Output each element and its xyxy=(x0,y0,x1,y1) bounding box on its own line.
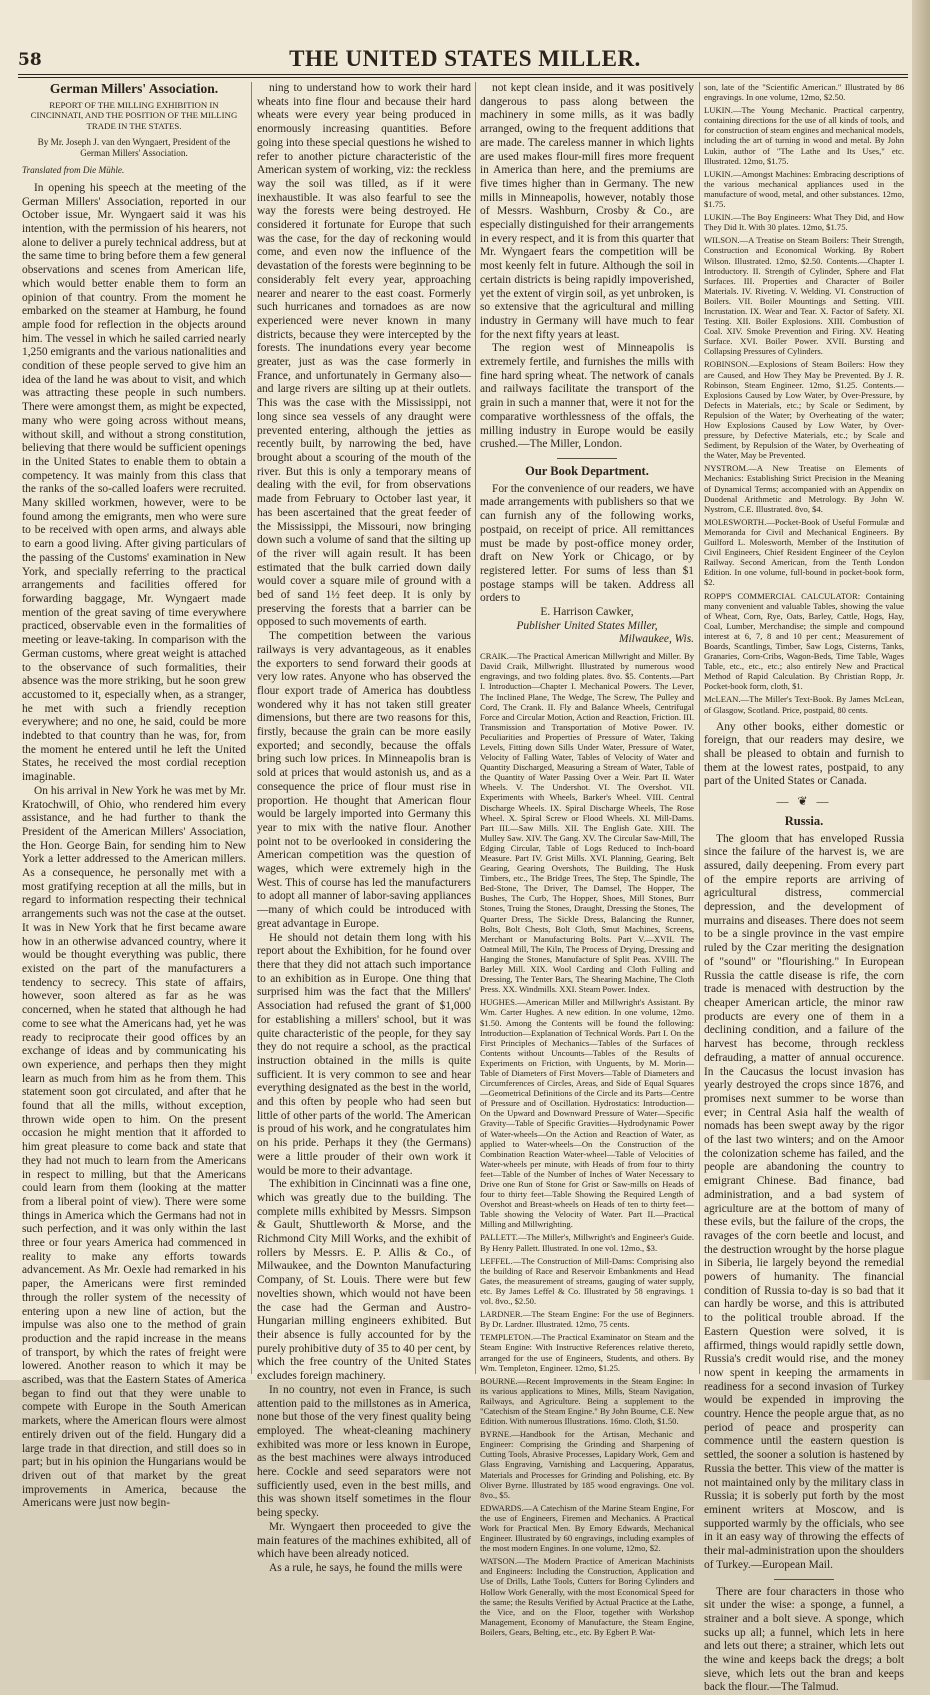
column-4 xyxy=(704,82,904,1694)
article-paragraph: In no country, not even in France, is such attention paid to the millstones as in America, none but those of the very finest quality being employed. The wheat-cleaning machinery exhibited was more or less known in Europe, as the best machines were always introduced here. Cockle and seed separators were not sufficiently used, even in the best mills, and this was shown itself sometimes in the flour being specky. xyxy=(257,1383,471,1520)
book-listing: WILSON.—A Treatise on Steam Boilers: Their Strength, Construction and Economical Working. By Robert Wilson. Illustrated. 12mo, $2.50. Contents.—Chapter I. Introductory. II. Strength of Cylinder, Sphere and Flat Surfaces. III. Properties and Character of Boiler Materials. IV. Riveting. V. Welding. VI. Construction of Boilers. VII. Boiler Mountings and Setting. VIII. Incrustation. IX. Wear and Tear. X. Factor of Safety. XI. Testing. XII. Boiler Explosions. XIII. Combustion of Coal. XIV. Smoke Prevention and Firing. XV. Heating Surface. XVI. Boiler Power. XVII. Bursting and Collapsing Pressures of Cylinders. xyxy=(704,235,904,357)
masthead: THE UNITED STATES MILLER. xyxy=(289,46,641,71)
book-listing: BOURNE.—Recent Improvements in the Steam Engine: In its various applications to Mines, Mills, Steam Navigation, Railways, and Agriculture. Being a supplement to the "Catechism of the Steam Engine." By John Bourne, C.E. New Edition. With numerous Illustrations. 16mo. Cloth, $1.50. xyxy=(480,1375,694,1427)
column-1 xyxy=(22,81,246,1510)
publisher-title: Publisher United States Miller, xyxy=(516,619,658,632)
column-2 xyxy=(257,82,471,1574)
book-department-heading: Our Book Department. xyxy=(525,463,649,478)
article-paragraph: On his arrival in New York he was met by Mr. Kratochwill, of Ohio, who rendered him every assistance, and he had further to thank the President of the American Millers' Association, the Hon. George Bain, for sending him to New York a letter addressed to the American millers. As a consequence, he personally met with a most gratifying reception at all the mills, but in regard to information respecting their technical arrangements such was not the case at the outset. It was in New York that he first became aware how in an otherwise advanced country, where it would be thought everything was public, there existed on the part of the manufacturers a tendency to secrecy. This state of affairs, however, soon altered as far as he was concerned, when he stated that although he had come to see what the Americans had, yet he was ready to reciprocate their good offices by an exchange of ideas and by communicating his own experience, and perhaps then they might learn as much from him as he from them. This statement soon got circulated, and after that he found that all the mills, without exception, thrown wide open to him. On the present occasion he might mention that it afforded to him great pleasure to come back and state that they had not much to learn from the Americans in respect to milling, but that the Americans could learn from them (looking at the matter from a liberal point of view). There were some things in America which the Germans had not in such perfection, and it was only within the last three or four years America had commenced in reality to make any efforts towards advancement. As Mr. Oexle had remarked in his paper, the Americans were first reminded through the roller system of the necessity of entering upon a new line of action, but the impulse was also one to the method of grain production and the rapid increase in the means of transport, by which the rates of freight were lowered. Another reason to which it may be ascribed, was that the Eastern States of America began to find out that they were unable to compete with Europe in the South American markets, where the American flours were almost entirely driven out of the field. Hungary did a large trade in that direction, and still does so in part; but in his opinion the Hungarians would be driven out of that market by the great improvements in America, because the Americans were just now begin- xyxy=(22,784,246,1510)
book-listing: PALLETT.—The Miller's, Millwright's and Engineer's Guide. By Henry Pallett. Illustrated. In one vol. 12mo., $3. xyxy=(480,1232,694,1253)
publisher-city: Milwaukee, Wis. xyxy=(619,633,694,646)
article-headline: German Millers' Association. xyxy=(49,81,219,96)
book-listing: NYSTROM.—A New Treatise on Elements of Mechanics: Establishing Strict Precision in the Meaning of Dynamical Terms; accompanied with an Appendix on Duodenal Arithmetic and Metrology. By John W. Nystrom, C.E. Illustrated. 8vo, $4. xyxy=(704,463,904,514)
book-listing: TEMPLETON.—The Practical Examinator on Steam and the Steam Engine: With Instructive References relative thereto, arranged for the use of Engineers, Students, and others. By Wm. Templeton, Engineer. 12mo, $1.25. xyxy=(480,1332,694,1373)
book-listing: LUKIN.—Amongst Machines: Embracing descriptions of the various mechanical appliances used in the manufacture of wood, metal, and other substances. 12mo, $1.75. xyxy=(704,168,904,210)
book-department-intro: For the convenience of our readers, we have made arrangements with publishers so that we can furnish any of the following works, postpaid, on receipt of price. All remittances must be made by post-office money order, draft on New York or Chicago, or by registered letter. For sums of less than $1 postage stamps will be taken. Address all orders to xyxy=(480,482,694,605)
book-listing: LEFFEL.—The Construction of Mill-Dams: Comprising also the building of Race and Reservoir Embankments and Head Gates, the measurement of streams, gauging of water supply, etc. By James Leffel & Co. Illustrated by 58 engravings. 1 vol. 8vo., $2.50. xyxy=(480,1255,694,1307)
russia-article: The gloom that has enveloped Russia since the failure of the harvest is, we are assured, daily deepening. From every part of the empire reports are arriving of agricultural distress, commercial depression, and the development of murrains and diseases. There does not seem to be a single province in the vast empire ruled by the Czar meriting the designation of "sound" or "flourishing." In European Russia the cattle disease is rife, the corn trade is menaced with destruction by the cheaper American article, the minor raw products are every one of them in a declining condition, and a failure of the harvest has become, through reckless defrauding, a matter of annual occurence. In the Caucasus the locust invasion has yearly destroyed the crops since 1876, and promises next summer to be worse than ever; in Central Asia half the wealth of nomads has been swept away by the rigor of the last two winters; and on the Amoor the colonization scheme has failed, and the people are abandoning the country to emigrant Chinese. Bad finance, bad administration, and a bad system of agriculture are at the bottom of many of these evils, but the failure of the crops, the ravages of the corn beetle and locust, and the destruction wrought by the horse plague in Siberia, lie largely beyond the remedial powers of humanity. The financial condition of Russia to-day is so bad that it can hardly be worse, and this is attributed to the political trouble abroad. If the Eastern Question were solved, it is affirmed, things would rapidly settle down, Russia's credit would rise, and the money now spent in keeping the armaments in readiness for a second invasion of Turkey would be expended in improving the country. Hence the people argue that, as no period of peace and prosperity can commence until the eastern question is settled, the sooner a solution is hastened by Russia the better. This view of the matter is not maintained only by the military class in Russia; it is soberly put forth by the most eminent writers at Moscow, and is supported warmly by the officials, who see in it an easy way of throwing the effects of their mal-administration upon the shoulders of Turkey.—European Mail. xyxy=(704,832,904,1571)
article-paragraph: He should not detain them long with his report about the Exhibition, for he found over there that they did not attach such importance to an exhibition as in Europe. One thing that surprised him was the fact that the Millers' Association had refused the grant of $1,000 for establishing a millers' school, but it was quite characteristic of the people, for they say they do not require a school, as the practical instruction obtained in the mills is quite sufficient. It is very common to see and hear everything designated as the best in the world, and this often by people who had seen but little of other parts of the world. The American is proud of his work, and he congratulates him on his pride. Perhaps it they (the Germans) were a little prouder of their own work it would be more to their advantage. xyxy=(257,931,471,1177)
other-books-note: Any other books, either domestic or foreign, that our readers may desire, we shall be pleased to obtain and furnish to them at the lowest rates, postpaid, to any part of the United States or Canada. xyxy=(704,720,904,788)
page-binding-edge xyxy=(912,0,930,1380)
book-listing: LARDNER.—The Steam Engine: For the use of Beginners. By Dr. Lardner. Illustrated. 12mo, 75 cents. xyxy=(480,1309,694,1330)
book-listing: ROBINSON.—Explosions of Steam Boilers: How they are Caused, and How They May be Prevented. By J. R. Robinson, Steam Engineer. 12mo, $1.25. Contents.—Explosions Caused by Low Water, by Over-Pressure, by Defects in Materials, etc.; by Scale or Sediment, by Repulsion of the Water; by Overheating of the water; How Explosions Caused by Low Water, by Over-pressure, by Defective Materials, etc.; by Scale and Sediment, by Repulsion of the Water, by Overheating of the Water, May be Prevented. xyxy=(704,359,904,461)
article-byline: By Mr. Joseph J. van den Wyngaert, President of the German Millers' Association. xyxy=(37,137,231,159)
publisher-name: E. Harrison Cawker, xyxy=(540,606,634,619)
section-divider xyxy=(557,458,617,459)
article-paragraph: The exhibition in Cincinnati was a fine one, which was greatly due to the building. The complete mills exhibited by Messrs. Simpson & Gault, Shuttleworth & Morse, and the Richmond City Mill Works, and the exhibit of rollers by Messrs. E. P. Allis & Co., of Milwaukee, and the Downton Manufacturing Company, of St. Louis. There were but few novelties shown, which would not have been the case had the German and Austro-Hungarian milling engineers exhibited. But their absence is fully accounted for by the purely prohibitive duty of 35 to 40 per cent, by which the free country of the United States excludes foreign machinery. xyxy=(257,1178,471,1383)
ornamental-divider: — ❦ — xyxy=(776,794,832,809)
book-listing: CRAIK.—The Practical American Millwright and Miller. By David Craik, Millwright. Illustrated by numerous wood engravings, and two folding plates. 8vo. $5. Contents.—Part I. Introduction—Chapter I. Mechanical Powers. The Lever, The Inclined Plane, The Wedge, The Screw, The Pulley and Cord, The Crank. II. Fly and Balance Wheels, Centrifugal Force and Circular Motion, Action and Reaction, Friction. III. Transmission and Transportation of Motive Power. IV. Peculiarities and Properties of Pressure of Water, Taking Levels, Fitting down Sills Under Water, Pressure of Water, Velocity of Falling Water, Tables of Velocity of Water and Quantity Discharged, Measuring a Stream of Water, Table of the Quantity of Water Passing Over a Weir. Part II. Water Wheels. V. The Undershot. VI. The Overshot. VII. Experiments with Wheels, Barker's Wheel. VIII. Central Discharge Wheels. IX. Spiral Discharge Wheels, The Rose Wheel. X. Spiral Screw or Flood Wheels. XI. Mill-Dams. Part III.—Saw Mills. XII. The English Gate. XIII. The Mulley Saw. XIV. The Gang. XV. The Circular Saw-Mill, The Edging Circular, Table of Logs Reduced to Inch-board Measure. Part IV. Grist Mills. XVI. Planning, Gearing, Belt Gearing, Gearing Overshots, The Building, The Husk Timbers, etc., The Bridge Trees, The Step, The Spindle, The Bed-Stone, The Driver, The Damsel, The Hopper, The Bushes, The Curb, The Hopper, Shoes, Mill Stones, Burr Stones, Truing the Stones, Draught, Dressing the Stones, The Quarter Dress, The Sickle Dress, Balancing the Runner, Bolts, Bolt Chests, Bolt Cloth, Smut Machines, Screens, Merchant or Manufacturing Bolts. Part V.—XVII. The Oatmeal Mill, The Kiln, The Process of Drying, Dressing and Hanging the Stones, Manufacture of Split Peas. XVIII. The Barley Mill. XIX. Wool Carding and Cloth Fulling and Dressing, The Tenter Bars, The Shearing Machine, The Cloth Press. XX. Windmills. XXI. Steam Power. Index. xyxy=(480,651,694,995)
book-listing: WATSON.—The Modern Practice of American Machinists and Engineers: Including the Construction, Application and Use of Drills, Lathe Tools, Cutters for Boring Cylinders and Hollow Work Generally, with the most Economical Speed for the same; the Results Verified by Actual Practice at the Lathe, the Vice, and on the Floor, together with Workshop Management, Economy of Manufacture, the Steam Engine, Boilers, Gears, Belting, etc., etc. By Egbert P. Wat- xyxy=(480,1556,694,1637)
article-paragraph: As a rule, he says, he found the mills were xyxy=(269,1561,463,1574)
column-separator xyxy=(475,82,476,1374)
book-listing: son, late of the "Scientific American." Illustrated by 86 engravings. In one volume, 12mo, $2.50. xyxy=(704,82,904,103)
book-listing: EDWARDS.—A Catechism of the Marine Steam Engine, For the use of Engineers, Firemen and Mechanics. A Practical Work for Practical Men. By Emory Edwards, Mechanical Engineer. Illustrated by 60 engravings, including examples of the most modern Engines. In one volume, 12mo, $2. xyxy=(480,1502,694,1554)
article-paragraph: In opening his speech at the meeting of the German Millers' Association, reported in our October issue, Mr. Wyngaert said it was his intention, with the permission of his hearers, not alone to deliver a purely technical address, but at the same time to bring before them a few general observations and scenes from American life, which would better enable them to form an opinion of that country. From the moment he embarked on the steamer at Hamburg, he found ample food for reflection in the objects around him. The vessel in which he sailed carried nearly 1,250 emigrants and the various nationalities and condition of these people served to give him an idea of the land he was about to visit, and which was attracting these people in such numbers. There were amongst them, as might be expected, many who were going across without means, without skill, and without a strong constitution, believing that there would be sufficient openings in the United States to enable them to obtain a competency. It was mainly from this class that the ranks of the so-called loafers were recruited. Many skilled workmen, however, were to be found among the emigrants, men who were sure to be received with open arms, and always able to earn a good living. After giving particulars of the passing of the Customs' examination in New York, and specially referring to the practical arrangements and facilities offered for forwarding baggage, Mr. Wyngaert made mention of the great saving of time everywhere practiced, observable even in the formalities of meeting or leave-taking. In comparison with the German customs, where great weight is attached to the observance of such formalities, their absence was the more striking, but he soon grew accustomed to it, especially when, as a stranger, he met with such a friendly reception everywhere; and no one, he said, could be more indebted to that country than he was, for, from the moment he entered until he left the United States, he received the most cordial reception imaginable. xyxy=(22,181,246,784)
article-paragraph: The competition between the various railways is very advantageous, as it enables the exporters to send forward their goods at very low rates. Anyone who has observed the flour export trade of America has doubtless wondered why it has not taken still greater dimensions, but there are two reasons for this, firstly, because the grain can be more easily exported; and secondly, because the offals bring such low prices. In Minneapolis bran is sold at prices that would astonish us, and as a consequence the price of flour must rise in proportion. He thought that American flour would be largely imported into Germany this year to mix with the native flour. Another point not to be overlooked in considering the American competition was the question of wages, which were extremely high in the West. This of course has led the manufacturers to adopt all manner of labor-saving appliances—many of which could be introduced with great advantage in Europe. xyxy=(257,630,471,930)
book-listing: LUKIN.—The Boy Engineers: What They Did, and How They Did It. With 30 plates. 12mo, $1.75. xyxy=(704,212,904,233)
masthead-rule xyxy=(18,74,908,75)
translation-note: Translated from Die Mühle. xyxy=(22,165,125,176)
column-separator xyxy=(251,82,252,1374)
talmud-quote: There are four characters in those who sit under the wise: a sponge, a funnel, a strainer and a bolt sieve. A sponge, which sucks up all; a funnel, which lets in here and lets out there; a strainer, which lets out the wine and keeps back the dregs; a bolt sieve, which lets out the bran and keeps back the flour.—The Talmud. xyxy=(704,1585,904,1694)
book-listing: McLEAN.—The Miller's Text-Book. By James McLean, of Glasgow, Scotland. Price, postpaid, 80 cents. xyxy=(704,694,904,715)
book-listing: ROPP'S COMMERCIAL CALCULATOR: Containing many convenient and valuable Tables, showing the value of Wheat, Corn, Rye, Oats, Barley, Cattle, Hogs, Hay, Coal, Lumber, Merchandise; the simple and compound interest at 6, 7, 8 and 10 per cent.; Measurement of Boards, Scantlings, Timber, Saw Logs, Cisterns, Tanks, Granaries, Corn-Cribs, Wagon-Beds, Time Table, Wages Table, etc., etc., etc.; also entirely New and Practical Method of Rapid Calculation. By Christian Ropp, Jr. Pocket-book form, cloth, $1. xyxy=(704,590,904,692)
page-number: 58 xyxy=(18,50,42,70)
book-listing: LUKIN.—The Young Mechanic. Practical carpentry, containing directions for the use of all kinds of tools, and for construction of steam engines and mechanical models, including the art of turning in wood and metal. By John Lukin, author of "The Lathe and Its Uses," etc. Illustrated. 12mo, $1.75. xyxy=(704,105,904,166)
book-listing: BYRNE.—Handbook for the Artisan, Mechanic and Engineer: Comprising the Grinding and Sharpening of Cutting Tools, Abrasive Processes, Lapidary Work, Gem and Glass Engraving, Varnishing and Lacquering, Apparatus, Materials and Processes for Grinding and Polishing, etc. By Oliver Byrne. Illustrated by 185 wood engravings. One vol. 8vo., $5. xyxy=(480,1429,694,1500)
article-paragraph: The region west of Minneapolis is extremely fertile, and furnishes the mills with fine hard spring wheat. The network of canals and railways facilitate the transport of the grain in such a manner that, were it not for the comparative worthlessness of the offals, the milling industry in Europe would be easily crushed.—The Miller, London. xyxy=(480,342,694,451)
column-3 xyxy=(480,82,694,1637)
article-paragraph: Mr. Wyngaert then proceeded to give the main features of the machines exhibited, all of which have been already noticed. xyxy=(257,1520,471,1561)
article-paragraph: ning to understand how to work their hard wheats into fine flour and because their hard wheats were every year being produced in enormously increasing quantities. Before going into these special questions he wished to refer to another picture characteristic of the American system of working, viz: the reckless way the soil was tilled, as if it were inexhaustible. It was also fearful to see the way the forests were being destroyed. He considered it fortunate for Europe that such was the case, for the day of reckoning would come, and even now the influence of the devastation of the forests were beginning to be considerably felt every year, approaching nearer and nearer to the east coast. Formerly such hurricanes and tornadoes as are now experienced were never known in many districts, because they were intercepted by the forests. The inundations every year become greater, just as was the case formerly in France, and unfortunately in Germany also—and large rivers are silting up at their outlets. This was the case with the Mississippi, not long since sea vessels of any draught were prevented entering, although the jetties as recently built, by narrowing the bed, have brought about a scouring of the mouth of the river. But this is only a temporary means of dealing with the evil, for from observations made from February to October last year, it has been ascertained that the great feeder of the Mississippi, the Missouri, now bringing down such a volume of sand that the silting up of the river will again result. It has been estimated that the bulk carried down daily would cover a square mile of ground with a bed of sand 1½ feet deep. It is only by preserving the forests that a barrier can be opposed to such movements of earth. xyxy=(257,82,471,629)
book-listing: HUGHES.—American Miller and Millwright's Assistant. By Wm. Carter Hughes. A new edition. In one volume, 12mo. $1.50. Among the Contents will be found the following: Introduction—Explanation of Technical Words. Part I. On the First Principles of Mechanics—Tables of the Surfaces of Contents without Uncounts—Tables of the Results of Experiments on Friction, with Unguents, by M. Morin—Table of Diameters of First Movers—Table of Diameters and Circumferences of Circles, Areas, and Side of Equal Squares—Geometrical Definitions of the Circle and its Parts—Centre of Pressure and of Oscillation. Hydrostatics: Introduction—On the Upward and Downward Pressure of Water—Specific Gravity—Table of Specific Gravities—Hydrodynamic Power of Water-wheels—On the Action and Reaction of Water, as applied to Water-wheels—On the Construction of the Combination Reaction Water-wheel—Table of Velocities of Water-wheels per minute, with Heads of from four to thirty feet—Table of the Number of Inches of Water Necessary to Drive one Run of Stone for Grist or Saw-mills on Heads of four to thirty feet—Table Showing the Required Length of Overshot and Breast-wheels on Heads of ten to thirty feet—Table showing the Velocity of Water. Part II.—Practical Milling and Millwrighting. xyxy=(480,997,694,1230)
article-subhead: REPORT OF THE MILLING EXHIBITION IN CINCINNATI, AND THE POSITION OF THE MILLING TRADE IN THE STATES. xyxy=(30,99,238,131)
russia-heading: Russia. xyxy=(784,813,824,828)
book-listing: MOLESWORTH.—Pocket-Book of Useful Formulæ and Memoranda for Civil and Mechanical Engineers. By Guilford L. Molesworth, Member of the Institution of Civil Engineers, Chief Resident Engineer of the Ceylon Railway. Second American, from the Tenth London Edition. In one volume, full-bound in pocket-book form, $2. xyxy=(704,516,904,588)
column-separator xyxy=(699,82,700,1374)
article-paragraph: not kept clean inside, and it was positively dangerous to pass along between the machinery in some mills, as it was badly arranged, owing to the frequent additions that are made. The careless manner in which lights are used makes flour-mill fires more frequent in America than here, and the premiums are five times higher than in Germany. The new mills in Minneapolis, however, notably those of Messrs. Washburn, Crosby & Co., are especially distinguished for their arrangements in every respect, and it is from this quarter that Mr. Wyngaert fears the competition will be most keenly felt in future. Although the soil in certain districts is being rapidly impoverished, yet the extent of virgin soil, as yet unbroken, is so extensive that the agricultural and milling industry in Germany will have much to fear for the next fifty years at least. xyxy=(480,82,694,341)
section-divider xyxy=(774,1579,834,1580)
masthead-rule-thin xyxy=(18,77,908,78)
